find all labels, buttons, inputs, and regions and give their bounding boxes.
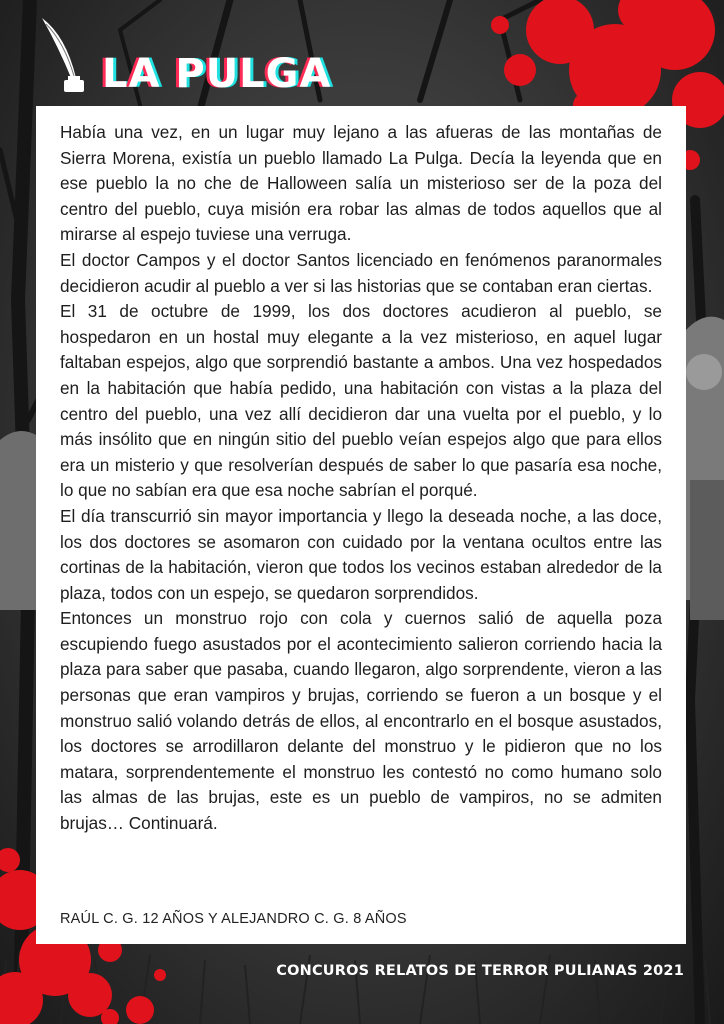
story-paragraph: El día transcurrió sin mayor importancia y llego la deseada noche, a las doce, los dos doctores se asomaron con cuidado por la ventana ocultos entre las cortinas de la habitación, vieron que todos los vecinos estaban alrededor de la plaza, todos con un espejo, se quedaron sorprendidos. — [60, 505, 662, 603]
page-title: LA PULGA — [102, 51, 332, 97]
author-credit: RAÚL C. G. 12 AÑOS Y ALEJANDRO C. G. 8 AÑOS — [60, 911, 407, 927]
story-paragraph: Entonces un monstruo rojo con cola y cuernos salió de aquella poza escupiendo fuego asustados por el acontecimiento salieron corriendo hacia la plaza para saber que pasaba, cuando llegaron, algo sorprendente, vieron a las personas que eran vampiros y brujas, corriendo se fueron a un bosque y el monstruo salió volando detrás de ellos, al encontrarlo en el bosque asustados, los doctores se arrodillaron delante del monstruo y le pidieron que no los matara, sorprendentemente el monstruo les contestó no como humano solo las almas de las brujas, este es un pueblo de vampiros, no se admiten brujas… Continuará. — [60, 608, 662, 834]
story-paragraph: El 31 de octubre de 1999, los dos doctores acudieron al pueblo, se hospedaron en un hostal muy elegante a la vez misterioso, en aquel lugar faltaban espejos, algo que sorprendió bastante a ambos. Una vez hospedados en la habitación que había pedido, una habitación con vistas a la plaza del centro del pueblo, una vez allí decidieron dar una vuelta por el pueblo, y lo más insólito que en ningún sitio del pueblo veían espejos algo que para ellos era un misterio y que resolverían después de saber lo que pasaría esa noche, lo que no sabían era que esa noche sabrían el porqué. — [60, 301, 662, 501]
header — [36, 14, 336, 104]
contest-footer: CONCUROS RELATOS DE TERROR PULIANAS 2021 — [276, 963, 684, 979]
story-card — [36, 106, 686, 944]
story-paragraph: El doctor Campos y el doctor Santos licenciado en fenómenos paranormales decidieron acudir al pueblo a ver si las historias que se contaban eran ciertas. — [60, 249, 662, 296]
quill-inkwell-icon — [36, 16, 90, 96]
story-text — [60, 120, 662, 837]
story-paragraph: Había una vez, en un lugar muy lejano a las afueras de las montañas de Sierra Morena, existía un pueblo llamado La Pulga. Decía la leyenda que en ese pueblo la no che de Halloween salía un misterioso ser de la poza del centro del pueblo, cuya misión era robar las almas de todos aquellos que al mirarse al espejo tuviese una verruga. — [60, 122, 662, 245]
